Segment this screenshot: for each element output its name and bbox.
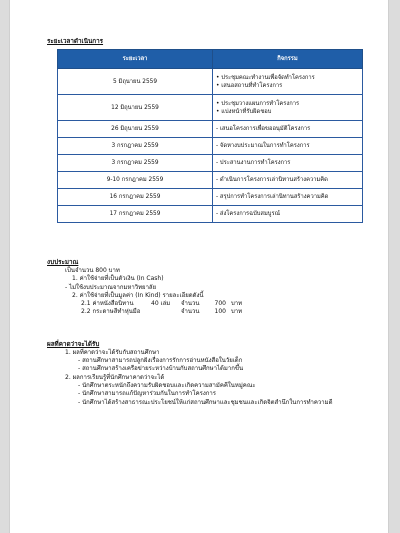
row-activity: - ดำเนินการโครงการเล่านิทานสร้างความคิด <box>213 172 363 189</box>
row-date: 26 มิถุนายน 2559 <box>58 121 213 138</box>
budget-item <box>47 308 379 316</box>
row-activity: - ประสานงานการทำโครงการ <box>213 155 363 172</box>
activity-item: • เสนอสถานที่ทำโครงการ <box>216 82 283 89</box>
row-activity: - สรุปการทำโครงการเล่านิทานสร้างความคิด <box>213 189 363 206</box>
row-date: 16 กรกฎาคม 2559 <box>58 189 213 206</box>
outcome-item: - นักศึกษาตระหนักถึงความรับผิดชอบและเกิดความสามัคคีในหมู่คณะ <box>78 381 256 389</box>
col-header-date: ระยะเวลา <box>58 50 213 69</box>
budget-cash-note: - ไม่ใช้งบประมาณจากมหาวิทยาลัย <box>65 283 157 291</box>
col-header-activity: กิจกรรม <box>213 50 363 69</box>
budget-item-amt: 100 <box>214 308 226 316</box>
row-date: 12 มิถุนายน 2559 <box>58 95 213 121</box>
budget-inkind: 2. ค่าใช้จ่ายที่เป็นมูลค่า (In Kind) รายละเอียดดังนี้ <box>72 291 204 299</box>
row-activity: - ส่งโครงการฉบับสมบูรณ์ <box>213 206 363 223</box>
outcome-item: - นักศึกษาสามารถแก้ปัญหาร่วมกันในการทำโครงการ <box>78 390 217 398</box>
row-activity: - จัดหางบประมาณในการทำโครงการ <box>213 138 363 155</box>
schedule-title: ระยะเวลาดำเนินการ <box>47 38 104 45</box>
row-date: 3 กรกฎาคม 2559 <box>58 155 213 172</box>
budget-item-unit: บาท <box>231 308 243 316</box>
budget-item-unit: บาท <box>231 300 243 308</box>
row-date: 17 กรกฎาคม 2559 <box>58 206 213 223</box>
outcome-item: - สถานศึกษาสามารถปลูกฝังเรื่องการรักการอ่านหนังสือในวัยเด็ก <box>78 357 243 365</box>
table-row <box>58 95 363 121</box>
activity-item: • แบ่งหน้าที่รับผิดชอบ <box>216 108 272 115</box>
table-row <box>58 121 363 138</box>
budget-title: งบประมาณ <box>47 259 79 266</box>
table-row <box>58 172 363 189</box>
row-date: 5 มิถุนายน 2559 <box>58 69 213 95</box>
table-row <box>58 155 363 172</box>
row-activity <box>213 69 363 95</box>
table-row <box>58 189 363 206</box>
outcomes-title: ผลที่คาดว่าจะได้รับ <box>47 340 100 348</box>
document-page <box>10 0 388 533</box>
page-content <box>47 38 379 407</box>
outcome-item: - สถานศึกษาสร้างเครือข่ายระหว่างบ้านกับสถานศึกษาได้มากขึ้น <box>78 365 244 373</box>
outcome-heading: 1. ผลที่คาดว่าจะได้รับกับสถานศึกษา <box>65 348 160 356</box>
schedule-header-row <box>58 50 363 69</box>
activity-item: • ประชุมคณะทำงานเพื่อจัดทำโครงการ <box>216 74 315 81</box>
row-date: 9-10 กรกฎาคม 2559 <box>58 172 213 189</box>
outcome-heading: 2. ผลการเรียนรู้ที่นักศึกษาคาดว่าจะได้ <box>65 373 165 381</box>
budget-item-name: 2.2 กระดาษสีทำหุ่นมือ <box>81 308 141 316</box>
budget-section <box>47 259 379 317</box>
table-row <box>58 138 363 155</box>
table-row <box>58 69 363 95</box>
budget-item-amt-label: จำนวน <box>181 300 200 308</box>
budget-total: เป็นจำนวน 800 บาท <box>65 267 120 274</box>
budget-item-amt-label: จำนวน <box>181 308 200 316</box>
row-date: 3 กรกฎาคม 2559 <box>58 138 213 155</box>
budget-item-name: 2.1 ค่าหนังสือนิทาน <box>81 300 134 308</box>
budget-item-amt: 700 <box>214 300 226 308</box>
schedule-table <box>57 49 363 223</box>
activity-item: • ประชุมวางแผนการทำโครงการ <box>216 100 300 107</box>
outcomes-section <box>47 341 379 407</box>
budget-item-qty: 40 เล่ม <box>151 300 171 308</box>
row-activity <box>213 95 363 121</box>
outcome-item: - นักศึกษาได้สร้างสาธารณะประโยชน์ให้แก่สถานศึกษาและชุมชนและเกิดจิตสำนึกในการทำความดี <box>78 398 333 406</box>
row-activity: - เสนอโครงการเพื่อขออนุมัติโครงการ <box>213 121 363 138</box>
budget-cash: 1. ค่าใช้จ่ายที่เป็นตัวเงิน (In Cash) <box>72 275 164 283</box>
table-row <box>58 206 363 223</box>
